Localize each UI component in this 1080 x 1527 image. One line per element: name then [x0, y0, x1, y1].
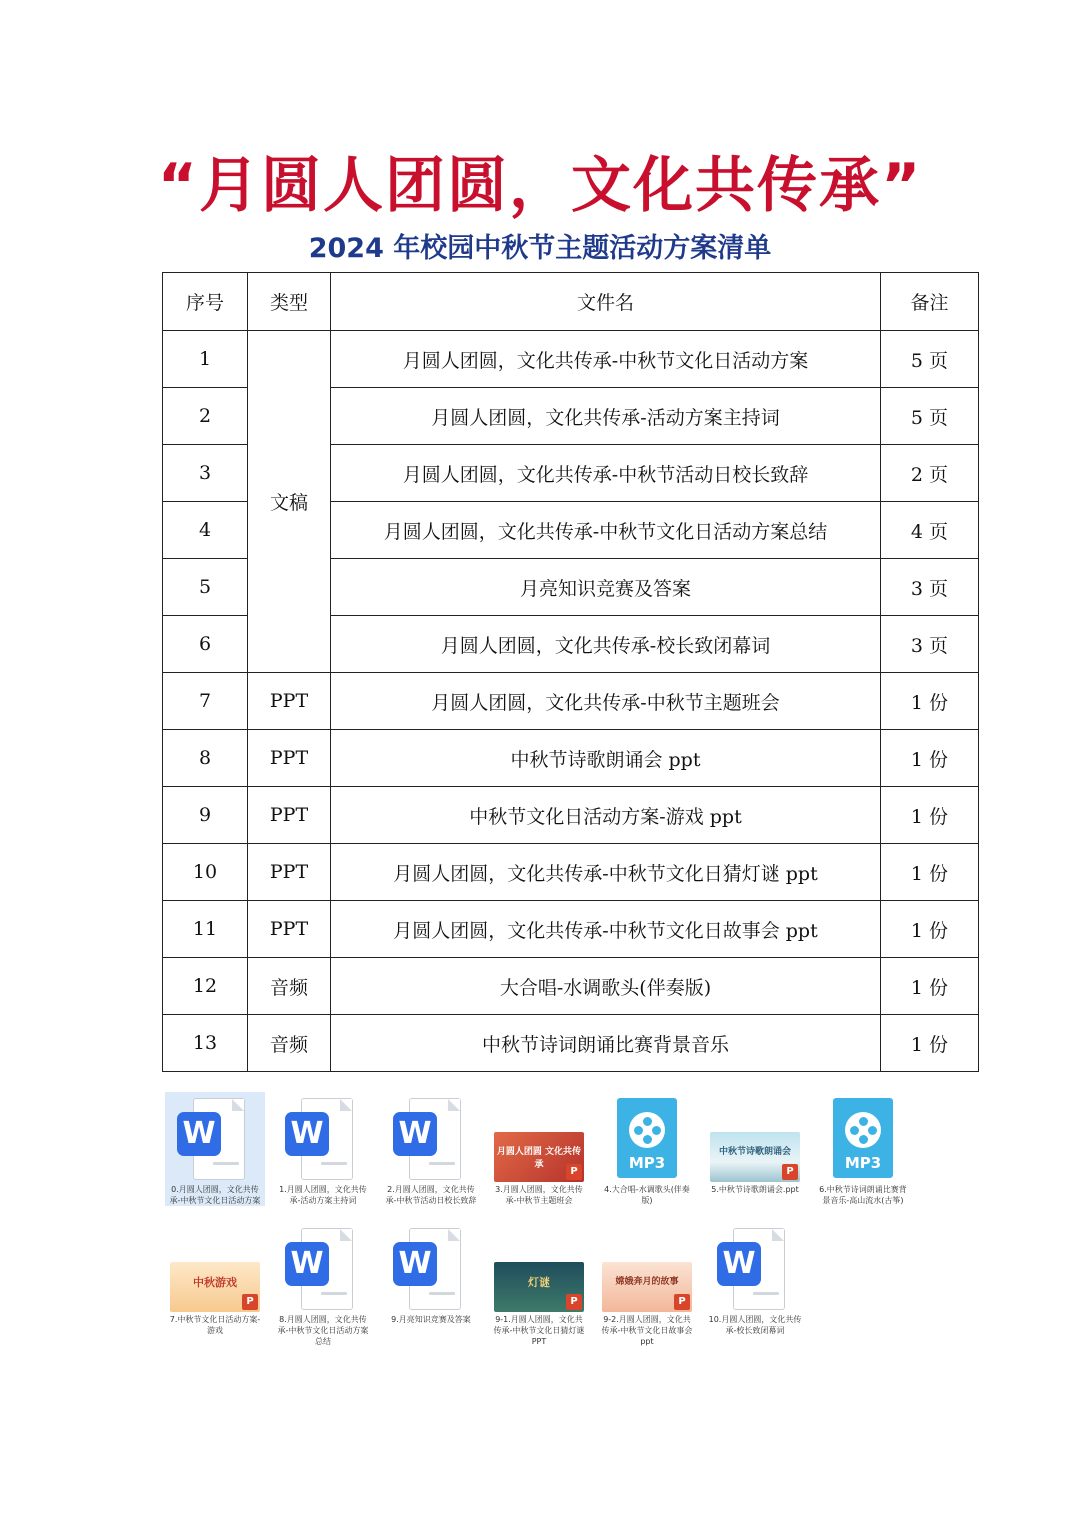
cell-no: 4: [163, 502, 248, 559]
cell-note: 1 份: [881, 673, 979, 730]
table-row: [163, 730, 979, 787]
cell-filename: 中秋节文化日活动方案-游戏 ppt: [331, 787, 881, 844]
file-item-mp3[interactable]: [813, 1092, 913, 1206]
file-caption: 6.中秋节诗词朗诵比赛背景音乐-高山流水(古筝): [819, 1185, 907, 1205]
word-doc-icon: W: [401, 1228, 461, 1308]
cell-type: PPT: [248, 844, 331, 901]
table-row: [163, 958, 979, 1015]
cell-no: 11: [163, 901, 248, 958]
ppt-thumbnail-icon: 灯谜 P: [494, 1262, 584, 1312]
file-caption: 8.月圆人团圆，文化共传承-中秋节文化日活动方案总结: [277, 1315, 369, 1346]
header-type: 类型: [248, 273, 331, 331]
cell-filename: 月圆人团圆，文化共传承-中秋节文化日故事会 ppt: [331, 901, 881, 958]
file-item-doc[interactable]: [273, 1222, 373, 1347]
cell-type: PPT: [248, 673, 331, 730]
cell-filename: 月圆人团圆，文化共传承-活动方案主持词: [331, 388, 881, 445]
file-item-doc[interactable]: [381, 1092, 481, 1206]
cell-type: 文稿: [248, 331, 331, 673]
file-caption: 9-2.月圆人团圆，文化共传承-中秋节文化日故事会ppt: [601, 1315, 693, 1346]
cell-filename: 月圆人团圆，文化共传承-中秋节主题班会: [331, 673, 881, 730]
ppt-thumbnail-icon: 嫦娥奔月的故事 P: [602, 1262, 692, 1312]
cell-filename: 月圆人团圆，文化共传承-中秋节文化日活动方案: [331, 331, 881, 388]
cell-filename: 月圆人团圆，文化共传承-中秋节活动日校长致辞: [331, 445, 881, 502]
cell-no: 13: [163, 1015, 248, 1072]
page-subtitle: 2024 年校园中秋节主题活动方案清单: [308, 233, 772, 264]
file-caption: 5.中秋节诗歌朗诵会.ppt: [711, 1185, 799, 1194]
table-row: [163, 901, 979, 958]
file-item-doc[interactable]: [273, 1092, 373, 1206]
file-caption: 0.月圆人团圆，文化共传承-中秋节文化日活动方案: [169, 1185, 261, 1205]
cell-note: 4 页: [881, 502, 979, 559]
mp3-file-icon: MP3: [617, 1098, 677, 1178]
cell-no: 5: [163, 559, 248, 616]
table-row: [163, 844, 979, 901]
file-caption: 4.大合唱-水调歌头(伴奏版): [604, 1185, 690, 1205]
table-row: [163, 787, 979, 844]
file-item-ppt[interactable]: [705, 1092, 805, 1195]
file-caption: 2.月圆人团圆，文化共传承-中秋节活动日校长致辞: [385, 1185, 477, 1205]
cell-note: 5 页: [881, 388, 979, 445]
cell-no: 9: [163, 787, 248, 844]
file-caption: 1.月圆人团圆，文化共传承-活动方案主持词: [279, 1185, 367, 1205]
cell-no: 6: [163, 616, 248, 673]
cell-note: 1 份: [881, 1015, 979, 1072]
activity-plan-table: [162, 272, 979, 1072]
header-note: 备注: [881, 273, 979, 331]
cell-filename: 月圆人团圆，文化共传承-中秋节文化日猜灯谜 ppt: [331, 844, 881, 901]
cell-type: 音频: [248, 958, 331, 1015]
file-item-doc[interactable]: [381, 1222, 481, 1325]
word-doc-icon: W: [401, 1098, 461, 1178]
word-doc-icon: W: [185, 1098, 245, 1178]
cell-note: 1 份: [881, 958, 979, 1015]
cell-no: 3: [163, 445, 248, 502]
cell-no: 7: [163, 673, 248, 730]
cell-type: PPT: [248, 730, 331, 787]
cell-filename: 月圆人团圆，文化共传承-中秋节文化日活动方案总结: [331, 502, 881, 559]
cell-no: 12: [163, 958, 248, 1015]
mp3-file-icon: MP3: [833, 1098, 893, 1178]
word-doc-icon: W: [293, 1098, 353, 1178]
cell-filename: 月圆人团圆，文化共传承-校长致闭幕词: [331, 616, 881, 673]
cell-no: 10: [163, 844, 248, 901]
table-row: [163, 673, 979, 730]
table-row: [163, 1015, 979, 1072]
file-item-doc[interactable]: [165, 1092, 265, 1206]
ppt-thumbnail-icon: 中秋节诗歌朗诵会 P: [710, 1132, 800, 1182]
cell-filename: 大合唱-水调歌头(伴奏版): [331, 958, 881, 1015]
cell-note: 5 页: [881, 331, 979, 388]
table-row: [163, 331, 979, 388]
cell-filename: 月亮知识竞赛及答案: [331, 559, 881, 616]
file-item-ppt[interactable]: [597, 1222, 697, 1347]
cell-type: PPT: [248, 787, 331, 844]
cell-note: 1 份: [881, 901, 979, 958]
file-caption: 7.中秋节文化日活动方案-游戏: [169, 1315, 261, 1335]
ppt-thumbnail-icon: 中秋游戏 P: [170, 1262, 260, 1312]
cell-note: 3 页: [881, 559, 979, 616]
cell-note: 1 份: [881, 844, 979, 901]
cell-type: 音频: [248, 1015, 331, 1072]
word-doc-icon: W: [725, 1228, 785, 1308]
cell-no: 2: [163, 388, 248, 445]
cell-type: PPT: [248, 901, 331, 958]
cell-note: 1 份: [881, 730, 979, 787]
file-caption: 9-1.月圆人团圆，文化共传承-中秋节文化日猜灯谜PPT: [493, 1315, 585, 1346]
file-caption: 3.月圆人团圆，文化共传承-中秋节主题班会: [495, 1185, 583, 1205]
table-header-row: [163, 273, 979, 331]
file-item-ppt[interactable]: [489, 1092, 589, 1206]
cell-note: 1 份: [881, 787, 979, 844]
ppt-thumbnail-icon: 月圆人团圆 文化共传承 P: [494, 1132, 584, 1182]
word-doc-icon: W: [293, 1228, 353, 1308]
cell-no: 1: [163, 331, 248, 388]
header-filename: 文件名: [331, 273, 881, 331]
file-caption: 9.月亮知识竞赛及答案: [391, 1315, 471, 1324]
cell-note: 3 页: [881, 616, 979, 673]
header-no: 序号: [163, 273, 248, 331]
page-title: “月圆人团圆，文化共传承”: [157, 151, 923, 221]
cell-note: 2 页: [881, 445, 979, 502]
file-item-ppt[interactable]: [165, 1222, 265, 1336]
cell-filename: 中秋节诗歌朗诵会 ppt: [331, 730, 881, 787]
file-caption: 10.月圆人团圆，文化共传承-校长致闭幕词: [708, 1315, 802, 1335]
file-item-mp3[interactable]: [597, 1092, 697, 1206]
file-item-ppt[interactable]: [489, 1222, 589, 1347]
cell-filename: 中秋节诗词朗诵比赛背景音乐: [331, 1015, 881, 1072]
cell-no: 8: [163, 730, 248, 787]
file-item-doc[interactable]: [705, 1222, 805, 1336]
